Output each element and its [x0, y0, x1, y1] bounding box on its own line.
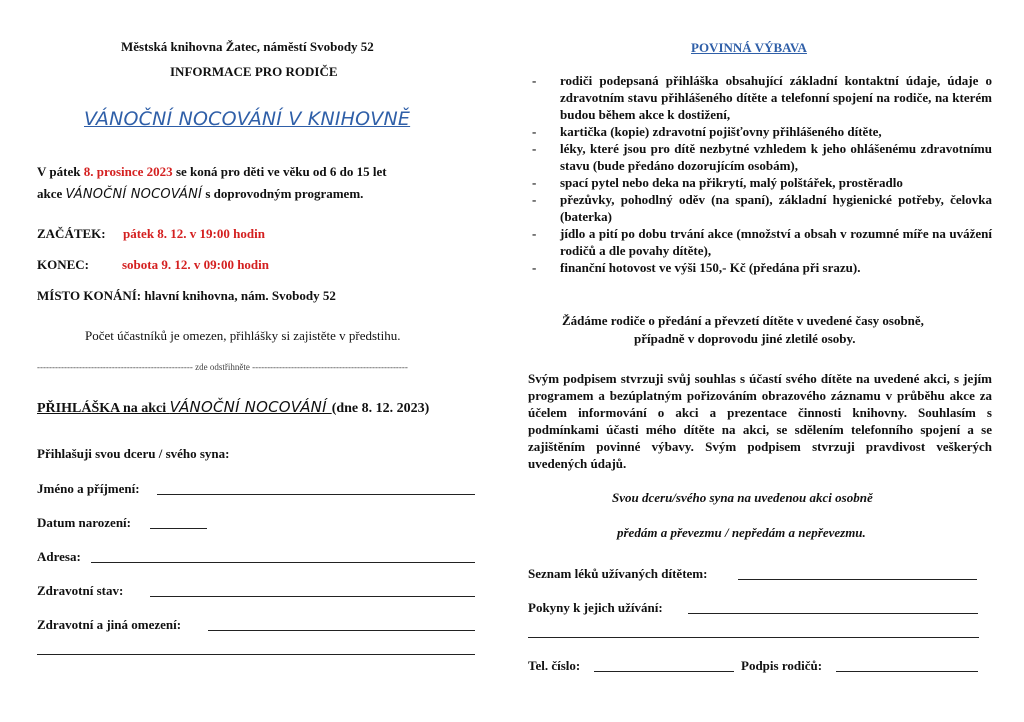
- intro-text: s doprovodným programem.: [202, 186, 364, 201]
- registration-label: PŘIHLÁŠKA na akci: [37, 401, 170, 416]
- start-row: [37, 226, 265, 242]
- handover-choice: předám a převezmu / nepředám a nepřevezmu.: [617, 525, 866, 540]
- intro-text: se koná pro děti ve věku od 6 do 15 let: [172, 164, 387, 179]
- registration-date: (dne 8. 12. 2023): [331, 401, 430, 416]
- list-item: - kartička (kopie) zdravotní pojišťovny přihlášeného dítěte,: [528, 123, 992, 140]
- place-row: [37, 288, 336, 304]
- event-intro: [37, 161, 447, 206]
- request-line: Žádáme rodiče o předání a převzetí dítěte v uvedené časy osobně,: [562, 313, 924, 328]
- end-label: KONEC:: [37, 257, 89, 272]
- event-date: 8. prosince 2023: [83, 164, 173, 179]
- limits-label: Zdravotní a jiná omezení:: [37, 617, 182, 632]
- name-label: Jméno a příjmení:: [37, 481, 140, 496]
- event-name: VÁNOČNÍ NOCOVÁNÍ: [65, 187, 203, 202]
- handover-request: [562, 312, 982, 348]
- health-field[interactable]: [150, 596, 475, 597]
- intro-text: akce: [37, 186, 66, 201]
- phone-label: Tel. číslo:: [528, 658, 581, 673]
- birthdate-label: Datum narození:: [37, 515, 132, 530]
- event-title: VÁNOČNÍ NOCOVÁNÍ V KNIHOVNĚ: [84, 108, 411, 130]
- list-item: - finanční hotovost ve výši 150,- Kč (předána při srazu).: [528, 259, 992, 276]
- address-label: Adresa:: [37, 549, 81, 564]
- name-field[interactable]: [157, 494, 475, 495]
- end-value: sobota 9. 12. v 09:00 hodin: [122, 257, 269, 272]
- capacity-note: Počet účastníků je omezen, přihlášky si zajistěte v předstihu.: [85, 328, 401, 343]
- limits-field[interactable]: [208, 630, 475, 631]
- limits-field-extra-line[interactable]: [37, 654, 475, 655]
- address-field[interactable]: [91, 562, 475, 563]
- health-label: Zdravotní stav:: [37, 583, 124, 598]
- cut-line: ---------------------------------------------------- zde odstřihněte ----------------------------------------------------: [37, 362, 408, 372]
- list-item: - léky, které jsou pro dítě nezbytné vzhledem k jeho ohlášenému zdravotnímu stavu (bude předáno dozorujícím osobám),: [528, 140, 992, 174]
- list-item: - přezůvky, pohodlný oděv (na spaní), základní hygienické potřeby, čelovka (baterka): [528, 191, 992, 225]
- list-item: - jídlo a pití po dobu trvání akce (množství a obsah v rozumné míře na uvážení rodičů a dle povahy dítěte),: [528, 225, 992, 259]
- register-child-line: Přihlašuji svou dceru / svého syna:: [37, 446, 230, 461]
- place-label: MÍSTO KONÁNÍ:: [37, 288, 142, 303]
- intro-text: V pátek: [37, 164, 84, 179]
- instructions-field[interactable]: [688, 613, 978, 614]
- consent-text: Svým podpisem stvrzuji svůj souhlas s účastí svého dítěte na uvedené akci, s jejím programem a bezúplatným pořizováním obrazového záznamu v průběhu akce za účelem informování o akci a prezentace činnosti knihovny. Souhlasím s podmínkami účasti mého dítěte na akci, se sdělením telefonního spojení a se zajištěním povinné výbavy. Svým podpisem stvrzuji pravdivost veškerých uvedených údajů.: [528, 371, 992, 471]
- equipment-heading: POVINNÁ VÝBAVA: [691, 40, 807, 55]
- instructions-field-extra-line[interactable]: [528, 637, 979, 638]
- registration-event: VÁNOČNÍ NOCOVÁNÍ: [169, 398, 332, 416]
- start-label: ZAČÁTEK:: [37, 226, 106, 241]
- request-line: případně v doprovodu jiné zletilé osoby.: [634, 331, 856, 346]
- equipment-list: [528, 72, 992, 276]
- parent-signature-field[interactable]: [836, 671, 978, 672]
- phone-field[interactable]: [594, 671, 734, 672]
- medications-field[interactable]: [738, 579, 977, 580]
- handover-line: Svou dceru/svého syna na uvedenou akci osobně: [612, 490, 873, 505]
- instructions-label: Pokyny k jejich užívání:: [528, 600, 663, 615]
- parent-signature-label: Podpis rodičů:: [741, 658, 823, 673]
- list-item: - spací pytel nebo deka na přikrytí, malý polštářek, prostěradlo: [528, 174, 992, 191]
- list-item: - rodiči podepsaná přihláška obsahující základní kontaktní údaje, údaje o zdravotním stavu přihlášeného dítěte a telefonní spojení na rodiče, na kterém budou během akce k dostižení,: [528, 72, 992, 123]
- end-row: [37, 257, 269, 273]
- start-value: pátek 8. 12. v 19:00 hodin: [123, 226, 265, 241]
- place-value: hlavní knihovna, nám. Svobody 52: [141, 288, 336, 303]
- registration-heading: [37, 398, 429, 417]
- parent-info-heading: INFORMACE PRO RODIČE: [170, 64, 338, 79]
- library-header: Městská knihovna Žatec, náměstí Svobody 52: [121, 39, 374, 54]
- medications-label: Seznam léků užívaných dítětem:: [528, 566, 708, 581]
- birthdate-field[interactable]: [150, 528, 207, 529]
